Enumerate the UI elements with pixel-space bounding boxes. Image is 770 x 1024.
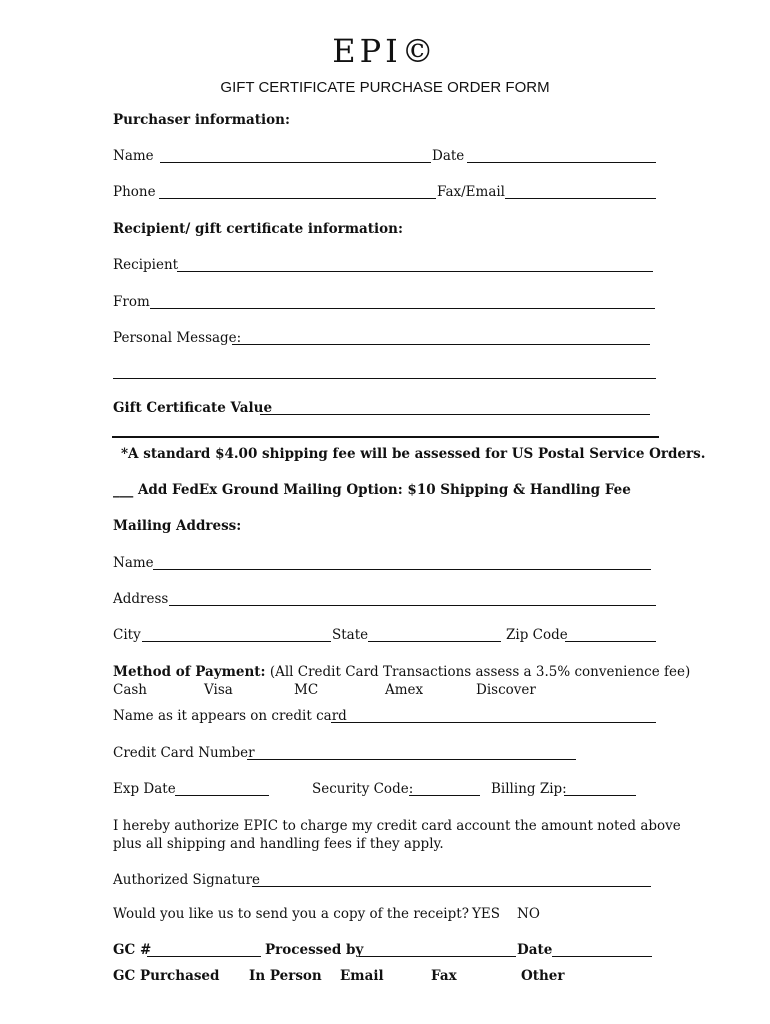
purchaser-date-field[interactable] <box>467 162 656 163</box>
gc-purchased-label: GC Purchased <box>113 968 220 984</box>
payment-fee-note: (All Credit Card Transactions assess a 3.5% convenience fee) <box>269 664 691 680</box>
processed-by-field[interactable] <box>359 956 516 957</box>
receipt-no[interactable]: NO <box>517 906 540 922</box>
purchaser-date-label: Date <box>432 148 465 164</box>
authorization-line-2: plus all shipping and handling fees if they apply. <box>113 836 444 852</box>
payment-amex[interactable]: Amex <box>385 682 424 698</box>
mailing-name-field[interactable] <box>153 569 651 570</box>
purchaser-fax-field[interactable] <box>505 198 656 199</box>
purchaser-name-field[interactable] <box>160 162 431 163</box>
mailing-state-field[interactable] <box>368 641 501 642</box>
mailing-city-label: City <box>113 627 141 643</box>
purchased-fax[interactable]: Fax <box>431 968 457 984</box>
gift-value-field[interactable] <box>260 414 650 415</box>
form-title: GIFT CERTIFICATE PURCHASE ORDER FORM <box>220 79 550 96</box>
card-number-label: Credit Card Number <box>113 745 255 761</box>
personal-message-field[interactable] <box>232 344 650 345</box>
personal-message-label: Personal Message: <box>113 330 242 346</box>
processed-by-label: Processed by <box>265 942 364 958</box>
fedex-option[interactable] <box>113 482 631 498</box>
gc-number-label: GC # <box>113 942 152 958</box>
card-number-field[interactable] <box>247 759 576 760</box>
purchased-other[interactable]: Other <box>521 968 565 984</box>
recipient-label: Recipient <box>113 257 179 273</box>
card-name-field[interactable] <box>331 722 656 723</box>
purchaser-phone-label: Phone <box>113 184 156 200</box>
authorization-line-1: I hereby authorize EPIC to charge my credit card account the amount noted above <box>113 818 681 834</box>
gift-value-label: Gift Certificate Value <box>113 400 273 416</box>
purchaser-name-label: Name <box>113 148 154 164</box>
payment-visa[interactable]: Visa <box>204 682 233 698</box>
receipt-yes[interactable]: YES <box>472 906 501 922</box>
purchased-email[interactable]: Email <box>340 968 384 984</box>
fedex-option-blank[interactable]: ___ <box>113 482 134 498</box>
exp-date-label: Exp Date <box>113 781 176 797</box>
mailing-zip-label: Zip Code <box>506 627 568 643</box>
mailing-name-label: Name <box>113 555 154 571</box>
mailing-address-label: Address <box>113 591 169 607</box>
payment-heading-row <box>113 664 690 680</box>
shipping-notice: *A standard $4.00 shipping fee will be assessed for US Postal Service Orders. <box>121 446 706 462</box>
from-label: From <box>113 294 150 310</box>
personal-message-field-line-2[interactable] <box>113 378 656 379</box>
recipient-field[interactable] <box>177 271 653 272</box>
security-code-label: Security Code: <box>312 781 414 797</box>
mailing-state-label: State <box>332 627 369 643</box>
signature-label: Authorized Signature <box>113 872 261 888</box>
receipt-question: Would you like us to send you a copy of the receipt? <box>113 906 469 922</box>
payment-mc[interactable]: MC <box>294 682 319 698</box>
billing-zip-field[interactable] <box>564 795 636 796</box>
security-code-field[interactable] <box>409 795 480 796</box>
office-date-field[interactable] <box>552 956 652 957</box>
signature-field[interactable] <box>252 886 651 887</box>
purchased-in-person[interactable]: In Person <box>249 968 322 984</box>
mailing-address-field[interactable] <box>169 605 656 606</box>
payment-heading: Method of Payment: <box>113 664 266 680</box>
purchaser-phone-field[interactable] <box>159 198 436 199</box>
mailing-heading: Mailing Address: <box>113 518 242 534</box>
billing-zip-label: Billing Zip: <box>491 781 567 797</box>
payment-cash[interactable]: Cash <box>113 682 148 698</box>
recipient-heading: Recipient/ gift certificate information: <box>113 221 403 237</box>
mailing-zip-field[interactable] <box>565 641 656 642</box>
exp-date-field[interactable] <box>175 795 269 796</box>
fedex-option-label: Add FedEx Ground Mailing Option: $10 Shipping & Handling Fee <box>137 482 631 498</box>
gc-number-field[interactable] <box>147 956 261 957</box>
office-date-label: Date <box>517 942 553 958</box>
mailing-city-field[interactable] <box>142 641 331 642</box>
epic-logo: EPI© <box>332 32 438 70</box>
card-name-label: Name as it appears on credit card <box>113 708 347 724</box>
section-divider <box>112 436 659 438</box>
purchaser-heading: Purchaser information: <box>113 112 290 128</box>
from-field[interactable] <box>150 308 655 309</box>
purchaser-fax-label: Fax/Email <box>437 184 506 200</box>
payment-discover[interactable]: Discover <box>476 682 536 698</box>
